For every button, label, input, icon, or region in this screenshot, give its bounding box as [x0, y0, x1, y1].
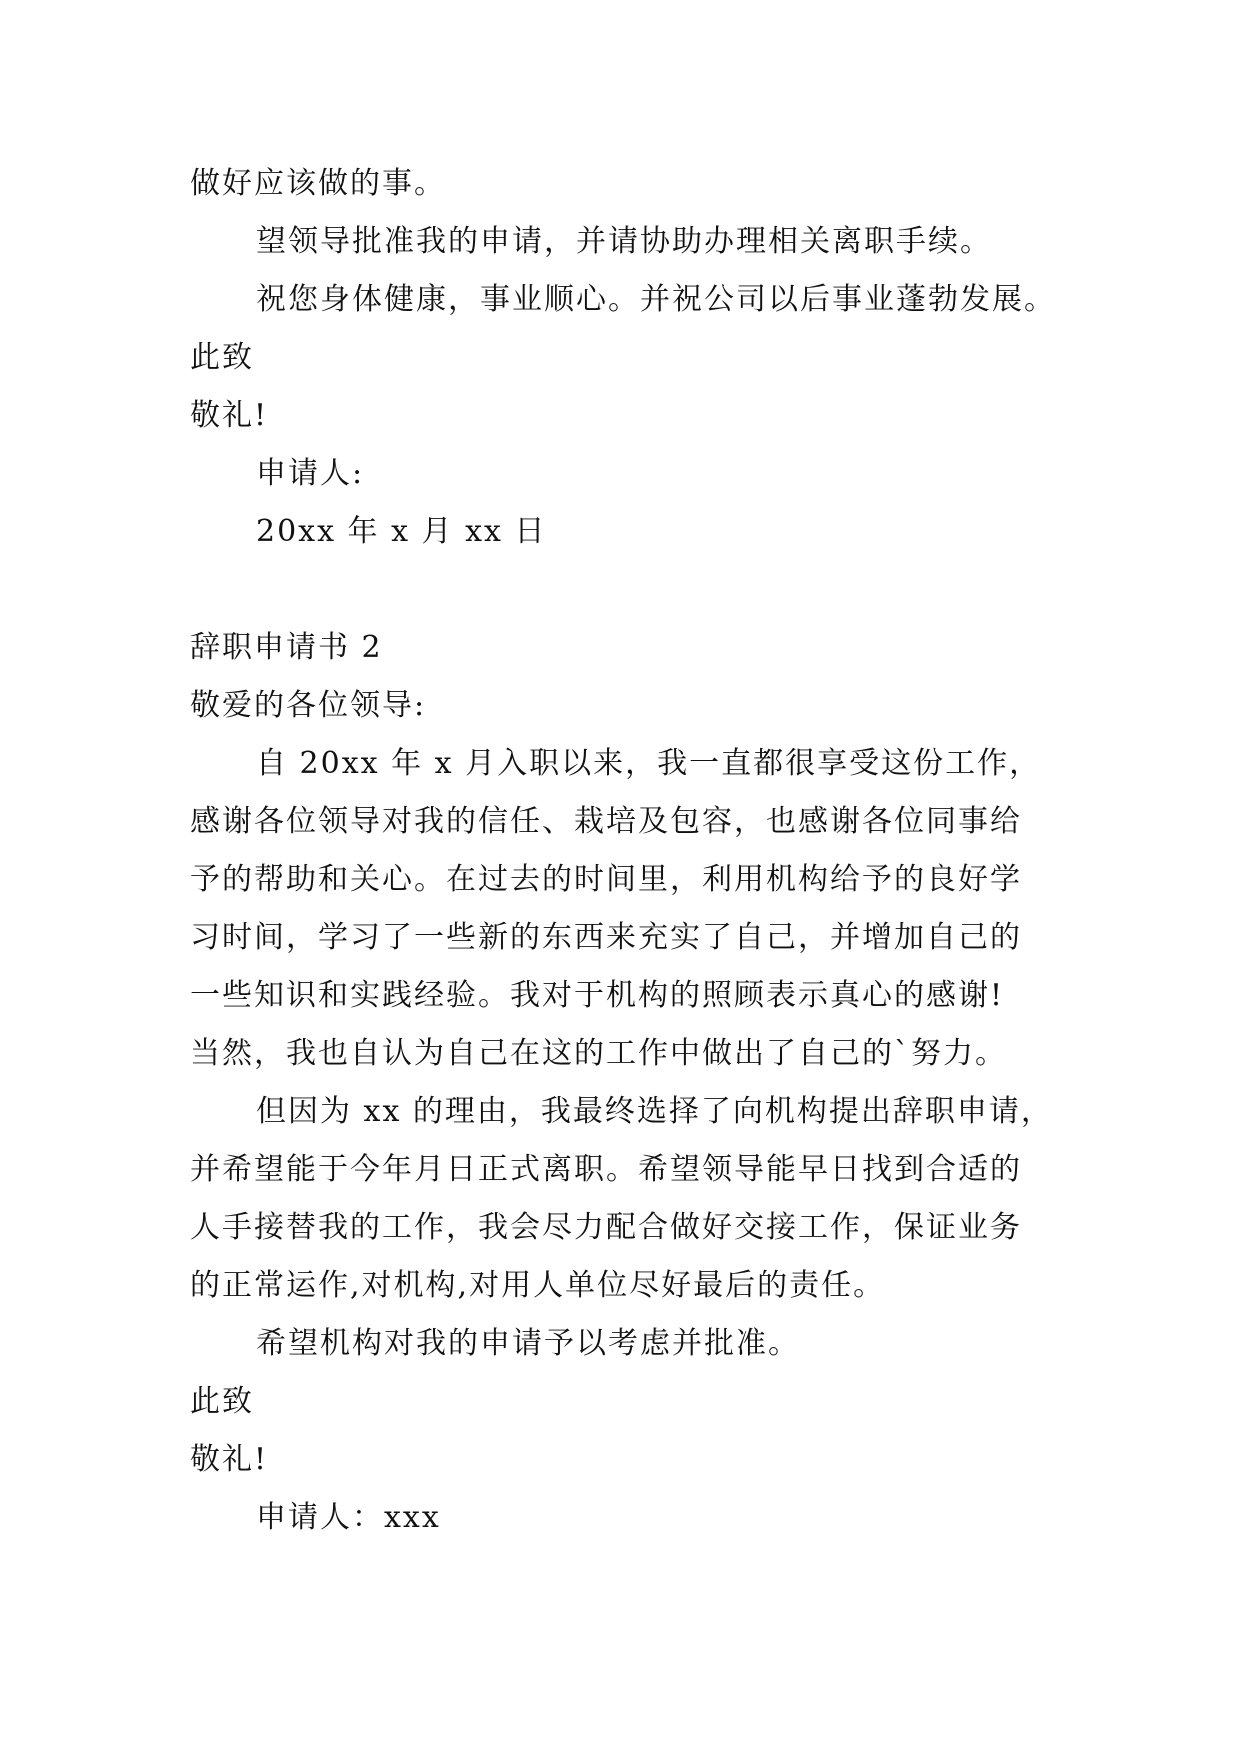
letter2-salutation: 敬爱的各位领导:: [190, 688, 427, 723]
letter2-paragraph2-line: 并希望能于今年月日正式离职。希望领导能早日找到合适的: [190, 1152, 1022, 1187]
letter1-closing-2: 敬礼!: [190, 398, 269, 433]
letter2-paragraph1-line: 一些知识和实践经验。我对于机构的照顾表示真心的感谢!: [190, 978, 1005, 1013]
letter1-applicant: 申请人:: [256, 456, 365, 491]
letter2-title: 辞职申请书 2: [190, 630, 383, 665]
letter2-closing-2: 敬礼!: [190, 1442, 269, 1477]
letter2-paragraph1-line: 感谢各位领导对我的信任、栽培及包容，也感谢各位同事给: [190, 804, 1022, 839]
letter1-closing-1: 此致: [190, 340, 254, 375]
letter1-continuation: 做好应该做的事。: [190, 166, 446, 201]
letter2-applicant: 申请人：xxx: [256, 1500, 441, 1535]
letter2-paragraph2-line: 人手接替我的工作，我会尽力配合做好交接工作，保证业务: [190, 1210, 1022, 1245]
letter2-paragraph1-line: 自 20xx 年 x 月入职以来，我一直都很享受这份工作，: [256, 746, 1042, 781]
letter2-paragraph3: 希望机构对我的申请予以考虑并批准。: [256, 1326, 800, 1361]
letter2-closing-1: 此致: [190, 1384, 254, 1419]
letter1-paragraph: 祝您身体健康，事业顺心。并祝公司以后事业蓬勃发展。: [256, 282, 1056, 317]
letter1-paragraph: 望领导批准我的申请，并请协助办理相关离职手续。: [256, 224, 992, 259]
letter2-paragraph2-line: 但因为 xx 的理由，我最终选择了向机构提出辞职申请，: [256, 1094, 1053, 1129]
letter2-paragraph1-line: 习时间，学习了一些新的东西来充实了自己，并增加自己的: [190, 920, 1022, 955]
letter1-date: 20xx 年 x 月 xx 日: [256, 514, 547, 549]
letter2-paragraph2-line: 的正常运作,对机构,对用人单位尽好最后的责任。: [190, 1268, 886, 1303]
letter2-paragraph1-line: 当然，我也自认为自己在这的工作中做出了自己的`努力。: [190, 1036, 1007, 1071]
letter2-paragraph1-line: 予的帮助和关心。在过去的时间里，利用机构给予的良好学: [190, 862, 1022, 897]
